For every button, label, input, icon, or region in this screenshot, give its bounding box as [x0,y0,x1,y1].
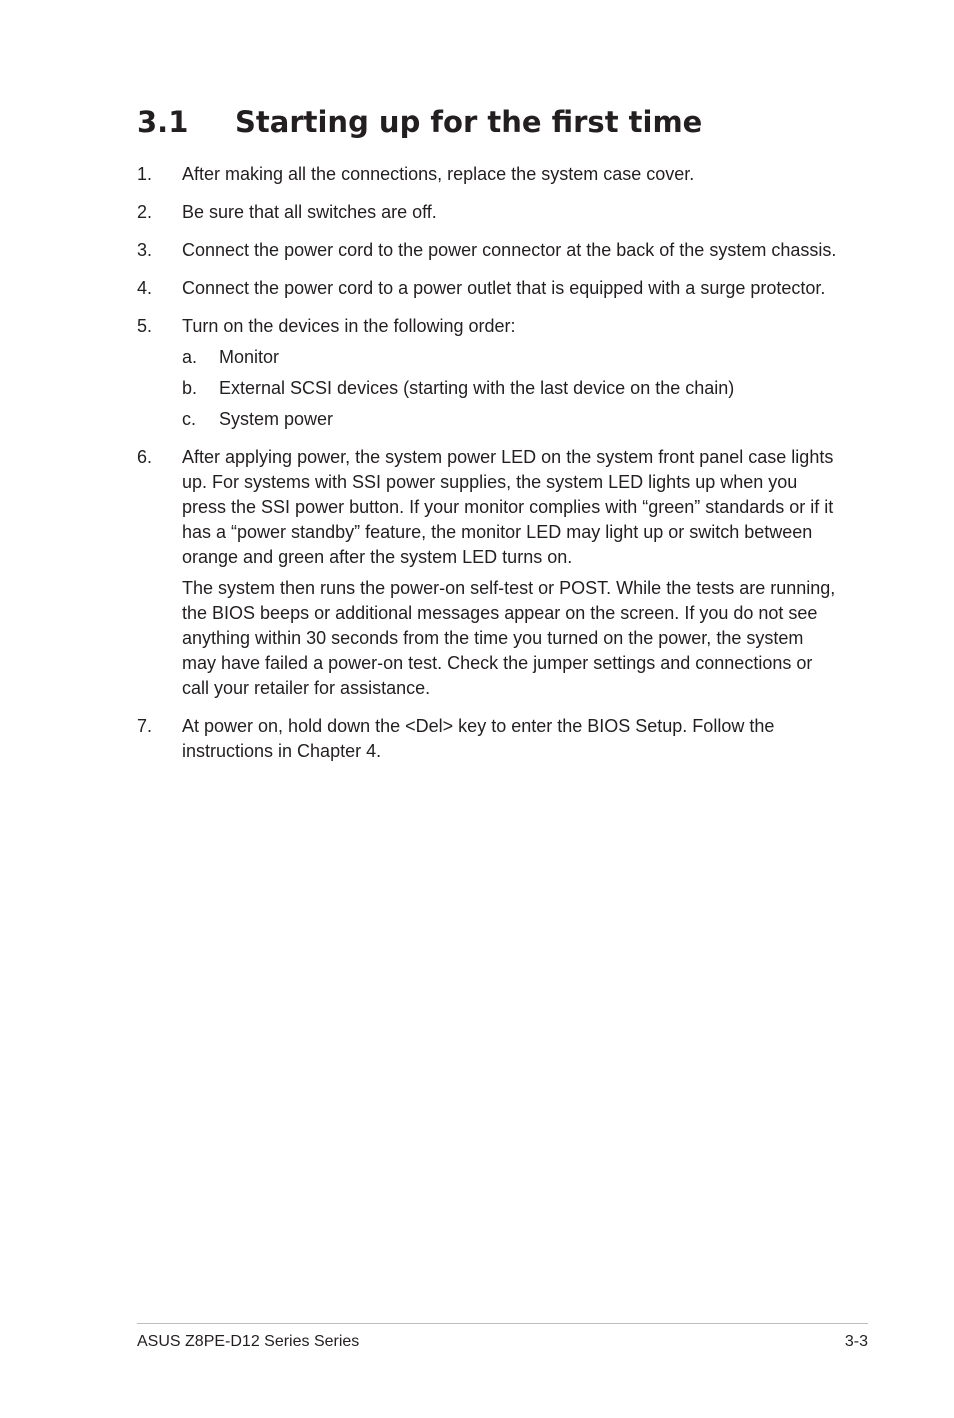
sub-item-text: System power [219,409,334,429]
list-item [137,200,837,225]
sub-list [182,345,837,432]
step-number: 6. [137,447,153,467]
step-number: 4. [137,278,153,298]
section-number: 3.1 [137,105,189,139]
steps-list [137,162,837,777]
step-text: Connect the power cord to a power outlet that is equipped with a surge protector. [182,278,826,298]
step-text: Turn on the devices in the following order: [182,316,516,336]
step-text: Be sure that all switches are off. [182,202,437,222]
step-number: 2. [137,202,153,222]
page-number: 3-3 [844,1333,868,1350]
list-item [137,714,837,764]
sub-list-item [182,345,837,370]
step-number: 5. [137,316,153,336]
step-text: Connect the power cord to the power connector at the back of the system chassis. [182,240,837,260]
footer-divider [137,1323,868,1324]
step-number: 3. [137,240,153,260]
step-number: 7. [137,716,153,736]
sub-item-text: External SCSI devices (starting with the last device on the chain) [219,378,735,398]
step-number: 1. [137,164,153,184]
step-text: At power on, hold down the <Del> key to enter the BIOS Setup. Follow the instructions in Chapter 4. [182,716,775,761]
list-item [137,162,837,187]
step-text: After applying power, the system power LED on the system front panel case lights up. For systems with SSI power supplies, the system LED lights up when you press the SSI power button. If your monitor complies with “green” standards or if it has a “power standby” feature, the monitor LED may light up or switch between orange and green after the system LED turns on. [182,447,834,567]
list-item [137,445,837,701]
footer-product-name: ASUS Z8PE-D12 Series Series [137,1333,360,1350]
section-title: Starting up for the first time [235,105,703,139]
sub-item-letter: b. [182,378,198,398]
list-item [137,314,837,432]
list-item [137,276,837,301]
sub-list-item [182,407,837,432]
step-text: After making all the connections, replace the system case cover. [182,164,695,184]
list-item [137,238,837,263]
section-heading [137,100,702,144]
sub-list-item [182,376,837,401]
step-paragraph: The system then runs the power-on self-test or POST. While the tests are running, the BIOS beeps or additional messages appear on the screen. If you do not see anything within 30 seconds from the time you turned on the power, the system may have failed a power-on test. Check the jumper settings and connections or call your retailer for assistance. [182,578,836,698]
sub-item-letter: c. [182,409,197,429]
sub-item-letter: a. [182,347,198,367]
sub-item-text: Monitor [219,347,280,367]
